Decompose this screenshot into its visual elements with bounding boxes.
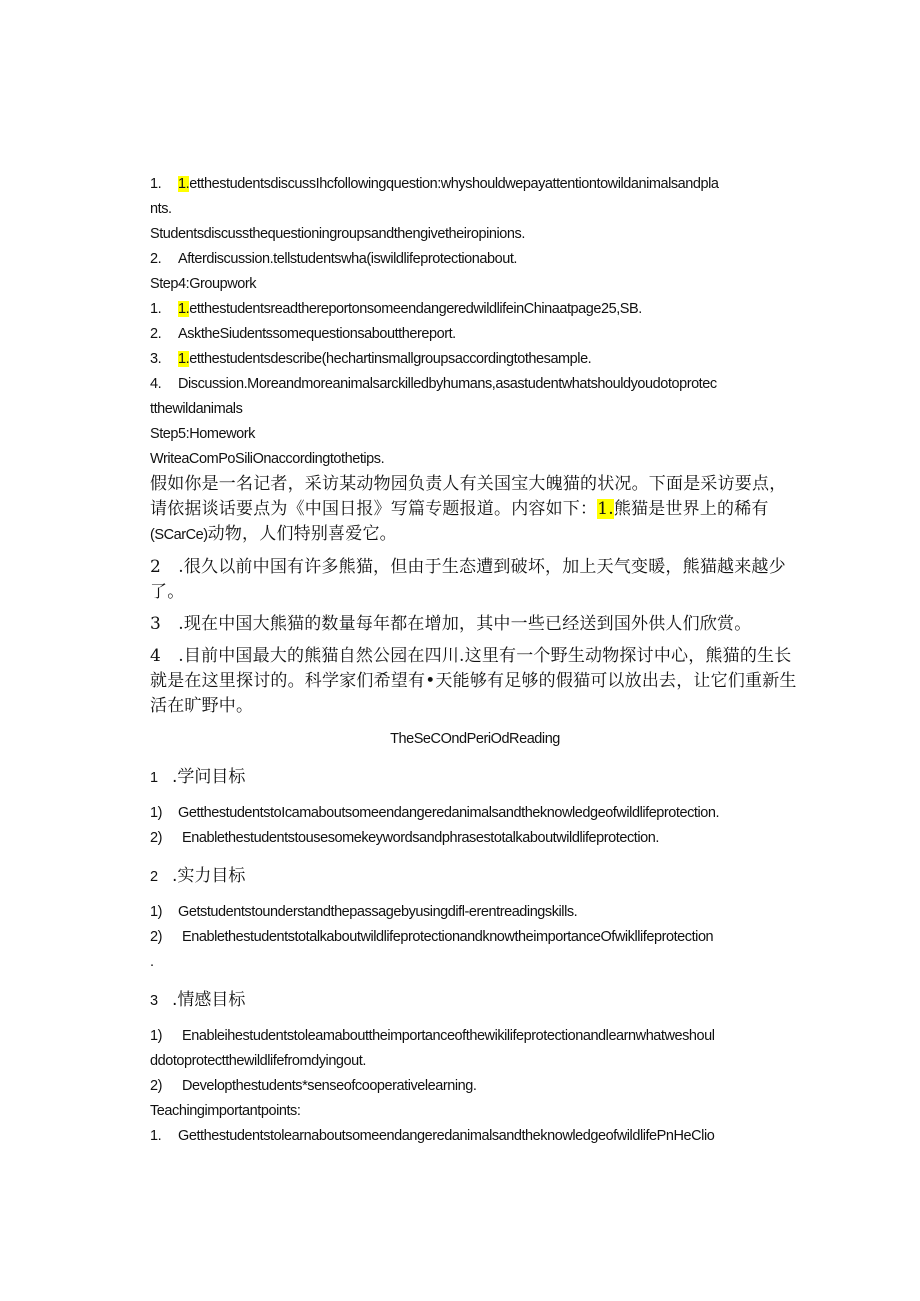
list-number: 2) [150, 830, 162, 846]
heading-label: .学问目标 [172, 767, 246, 787]
document-page [150, 172, 800, 1149]
chinese-paragraph: 2 .很久以前中国有许多熊猫，但由于生态遭到破坏，加上天气变暖，熊猫越来越少了。 [150, 557, 786, 602]
list-number: 1) [150, 805, 162, 821]
highlighted-text: 1. [597, 499, 614, 519]
section-heading [150, 764, 800, 791]
list-item-text: etthestudentsreadthereportonsomeendangeredwildlifeinChinaatpage25,SB. [189, 301, 642, 317]
chinese-paragraph: 4 .目前中国最大的熊猫自然公园在四川.这里有一个野生动物探讨中心，熊猫的生长就是在这里探讨的。科学家们希望有•天能够有足够的假猫可以放出去，让它们重新生活在旷野中。 [150, 646, 797, 716]
list-item-text: Afterdiscussion.tellstudentswha(iswildlifeprotectionabout. [178, 251, 518, 267]
list-item [150, 347, 800, 372]
list-item-text: EnablethestudentstotalkaboutwildlifeprotectionandknowtheimportanceOfwikllifeprotection [182, 929, 714, 945]
list-item [150, 247, 800, 272]
list-item-text: etthestudentsdiscussIhcfollowingquestion:whyshouldwepayattentiontowildanimalsandpla [189, 176, 719, 192]
step-heading: Step4:Groupwork [150, 276, 257, 292]
list-item-continuation: . [150, 954, 154, 970]
list-item [150, 172, 800, 197]
list-item [150, 1124, 800, 1149]
step-heading: Step5:Homework [150, 426, 255, 442]
paragraph: WriteaComPoSiliOnaccordingtothetips. [150, 451, 385, 467]
list-number: 2) [150, 929, 162, 945]
list-item-text: Getstudentstounderstandthepassagebyusingdifl-erentreadingskills. [178, 904, 578, 920]
list-number: 1. [150, 301, 162, 317]
highlighted-text: 1. [178, 351, 190, 367]
list-item [150, 900, 800, 925]
chinese-paragraph: 3 .现在中国大熊猫的数量每年都在增加，其中一些已经送到国外供人们欣赏。 [150, 614, 752, 634]
list-item-text: AsktheSiudentssomequestionsaboutthereport. [178, 326, 456, 342]
heading-label: .实力目标 [172, 866, 246, 886]
list-number: 2. [150, 251, 162, 267]
list-item [150, 801, 800, 826]
chinese-paragraph [150, 472, 800, 548]
list-item [150, 826, 800, 851]
heading-number: 1 [150, 770, 159, 786]
chinese-text: 熊猫是世界上的稀有 [613, 499, 769, 519]
highlighted-text: 1. [178, 176, 190, 192]
list-number: 3. [150, 351, 162, 367]
list-item [150, 925, 800, 950]
list-item-continuation: ddotoprotectthewildlifefromdyingout. [150, 1053, 366, 1069]
list-item [150, 322, 800, 347]
list-item-text: etthestudentsdescribe(hechartinsmallgroupsaccordingtothesample. [189, 351, 592, 367]
list-number: 1. [150, 176, 162, 192]
list-item [150, 372, 800, 397]
list-item-text: Enableihestudentstoleamabouttheimportanceofthewikilifeprotectionandlearnwhatweshoul [182, 1028, 715, 1044]
heading-number: 3 [150, 993, 159, 1009]
list-item [150, 297, 800, 322]
list-number: 1. [150, 1128, 162, 1144]
list-item-text: GetthestudentstolearnaboutsomeendangeredanimalsandtheknowledgeofwildlifePnHeClio [178, 1128, 715, 1144]
list-item-continuation: tthewildanimals [150, 401, 243, 417]
english-word: (SCarCe) [150, 527, 208, 543]
list-item-text: GetthestudentstoIcamaboutsomeendangeredanimalsandtheknowledgeofwildlifeprotection. [178, 805, 720, 821]
list-item-continuation: nts. [150, 201, 172, 217]
list-number: 2) [150, 1078, 162, 1094]
chinese-text: 动物，人们特别喜爱它。 [207, 524, 397, 544]
list-number: 1) [150, 904, 162, 920]
list-number: 2. [150, 326, 162, 342]
list-number: 1) [150, 1028, 162, 1044]
paragraph: Studentsdiscussthequestioningroupsandthengivetheiropinions. [150, 226, 525, 242]
section-title: TheSeCOndPeriOdReading [390, 731, 560, 747]
subheading: Teachingimportantpoints: [150, 1103, 301, 1119]
heading-label: .情感目标 [172, 990, 246, 1010]
list-item-text: Discussion.Moreandmoreanimalsarckilledbyhumans,asastudentwhatshouldyoudotoprotec [178, 376, 717, 392]
section-heading [150, 863, 800, 890]
section-heading [150, 987, 800, 1014]
list-number: 4. [150, 376, 162, 392]
highlighted-text: 1. [178, 301, 190, 317]
list-item [150, 1074, 800, 1099]
list-item-text: Developthestudents*senseofcooperativelearning. [182, 1078, 477, 1094]
list-item-text: Enablethestudentstousesomekeywordsandphrasestotalkaboutwildlifeprotection. [182, 830, 659, 846]
list-item [150, 1024, 800, 1049]
heading-number: 2 [150, 869, 159, 885]
chinese-text: 假如你是一名记者，采访某动物园负责人有关国宝大魄猫的状况。下面是采访要点，请依据谈话要点为《中国日报》写篇专题报道。内容如下： [150, 474, 787, 519]
